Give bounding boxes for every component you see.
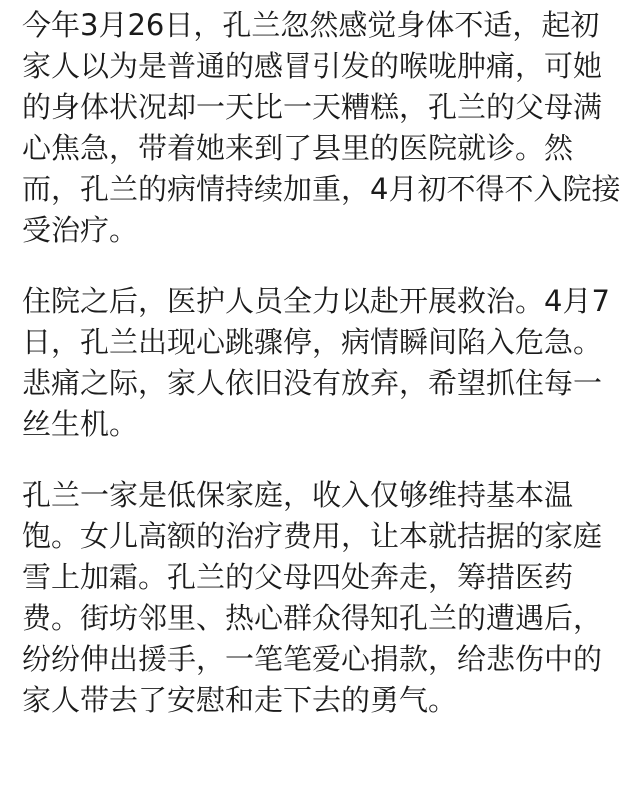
text-line: 饱。女儿高额的治疗费用，让本就拮据的家庭 [22, 519, 603, 553]
text-line: 费。街坊邻里、热心群众得知孔兰的遭遇后， [22, 601, 603, 635]
text-line: 受治疗。 [22, 213, 139, 247]
text-line: 孔兰一家是低保家庭，收入仅够维持基本温 [22, 478, 574, 512]
text-line: 今年3月26日，孔兰忽然感觉身体不适，起初 [22, 8, 600, 42]
text-line: 悲痛之际，家人依旧没有放弃，希望抓住每一 [22, 366, 603, 400]
text-line: 家人带去了安慰和走下去的勇气。 [22, 683, 458, 717]
paragraph-1 [22, 5, 642, 251]
text-line: 纷纷伸出援手，一笔笔爱心捐款，给悲伤中的 [22, 642, 603, 676]
paragraph-3 [22, 475, 642, 721]
paragraph-2 [22, 281, 642, 445]
text-line: 家人以为是普通的感冒引发的喉咙肿痛，可她 [22, 49, 603, 83]
text-line: 日，孔兰出现心跳骤停，病情瞬间陷入危急。 [22, 325, 603, 359]
text-line: 住院之后，医护人员全力以赴开展救治。4月7 [22, 284, 610, 318]
text-line: 心焦急，带着她来到了县里的医院就诊。然 [22, 131, 574, 165]
text-line: 丝生机。 [22, 407, 139, 441]
text-line: 而，孔兰的病情持续加重，4月初不得不入院接 [22, 172, 621, 206]
text-line: 雪上加霜。孔兰的父母四处奔走，筹措医药 [22, 560, 574, 594]
text-line: 的身体状况却一天比一天糟糕，孔兰的父母满 [22, 90, 603, 124]
